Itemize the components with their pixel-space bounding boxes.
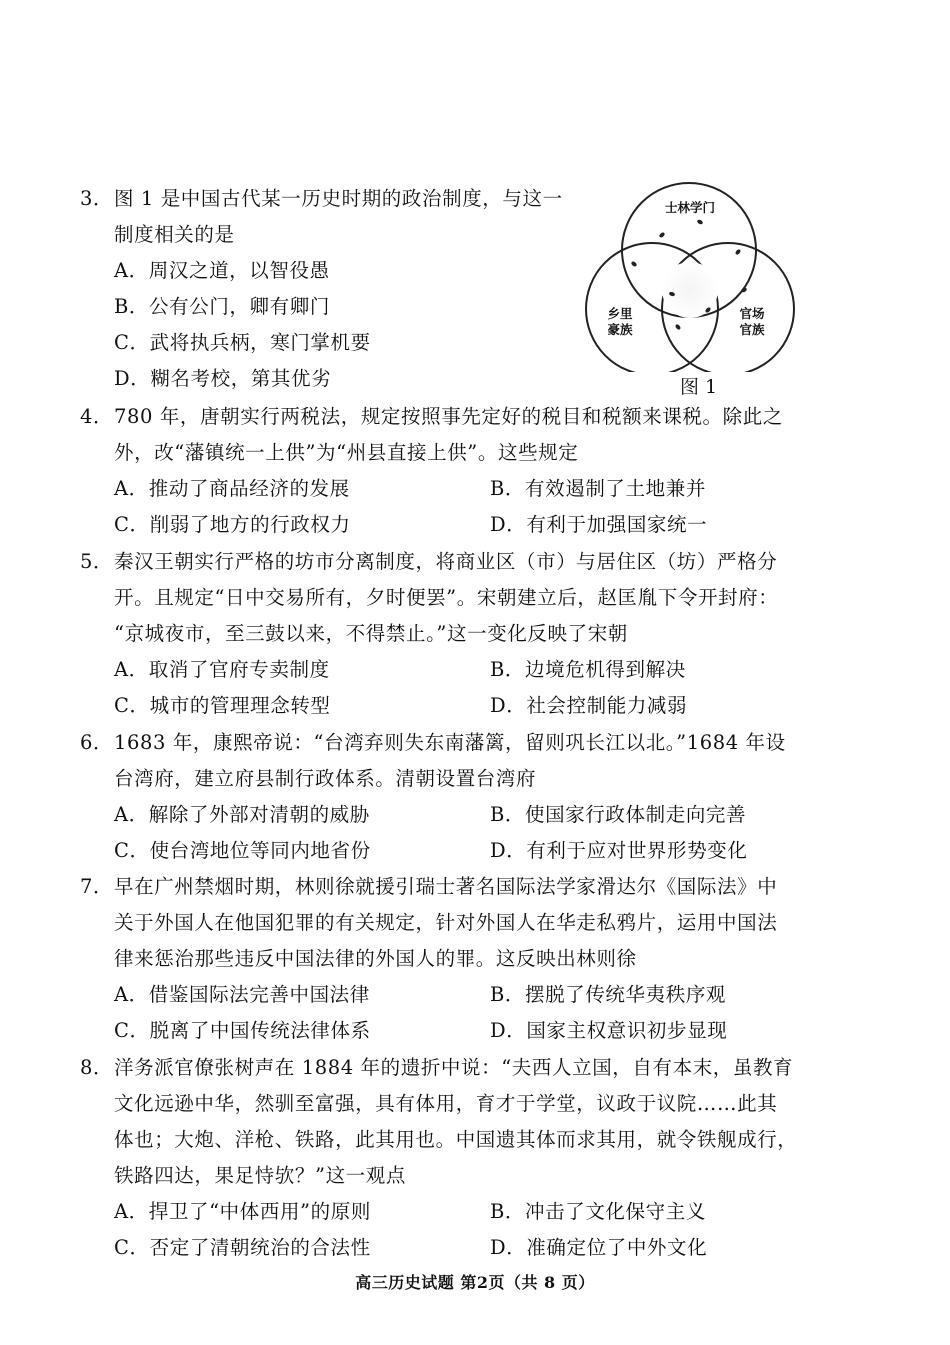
- q7-option-c: C．脱离了中国传统法律体系: [114, 1019, 371, 1042]
- q7-number: 7．: [80, 875, 114, 898]
- q6-number: 6．: [80, 731, 114, 754]
- q3-stem-line1: 3．图 1 是中国古代某一历史时期的政治制度，与这一: [80, 185, 563, 213]
- q3-option-b: B．公有公门，卿有卿门: [114, 295, 330, 318]
- q6-option-c: C．使台湾地位等同内地省份: [114, 839, 371, 862]
- figure-caption: 图 1: [680, 376, 718, 398]
- label-official-clan-line2: 官族: [739, 322, 765, 337]
- q8-stem-line4: 铁路四达，果足恃欤？”这一观点: [114, 1164, 406, 1187]
- q7-option-d: D．国家主权意识初步显现: [490, 1019, 728, 1042]
- q4-option-d: D．有利于加强国家统一: [490, 513, 708, 536]
- q7-stem-line1: 7．早在广州禁烟时期，林则徐就援引瑞士著名国际法学家滑达尔《国际法》中: [80, 873, 777, 901]
- label-local-gentry-line1: 乡里: [607, 306, 633, 321]
- q5-stem-line2: 开。且规定“日中交易所有，夕时便罢”。宋朝建立后，赵匡胤下令开封府：: [114, 586, 779, 609]
- q8-option-d: D．准确定位了中外文化: [490, 1236, 708, 1259]
- q4-number: 4．: [80, 405, 114, 428]
- q5-option-a: A．取消了官府专卖制度: [114, 658, 330, 681]
- q7-stem-line3: 律来惩治那些违反中国法律的外国人的罪。这反映出林则徐: [114, 947, 637, 970]
- q4-stem-line1: 4．780 年，唐朝实行两税法，规定按照事先定好的税目和税额来课税。除此之: [80, 403, 783, 431]
- q8-option-b: B．冲击了文化保守主义: [490, 1200, 706, 1223]
- q7-option-a: A．借鉴国际法完善中国法律: [114, 983, 370, 1006]
- q7-stem-line2: 关于外国人在他国犯罪的有关规定，针对外国人在华走私鸦片，运用中国法: [114, 911, 778, 934]
- q4-option-c: C．削弱了地方的行政权力: [114, 513, 351, 536]
- q6-option-b: B．使国家行政体制走向完善: [490, 803, 747, 826]
- q3-option-c: C．武将执兵柄，寒门掌机要: [114, 331, 371, 354]
- q5-option-c: C．城市的管理理念转型: [114, 694, 331, 717]
- q5-option-d: D．社会控制能力减弱: [490, 694, 688, 717]
- label-scholar-circle: 士林学门: [664, 200, 715, 215]
- q5-stem-line3: “京城夜市，至三鼓以来，不得禁止。”这一变化反映了宋朝: [114, 622, 628, 645]
- q7-option-b: B．摆脱了传统华夷秩序观: [490, 983, 727, 1006]
- q5-option-b: B．边境危机得到解决: [490, 658, 686, 681]
- q8-option-c: C．否定了清朝统治的合法性: [114, 1236, 371, 1259]
- q4-stem-line2: 外，改“藩镇统一上供”为“州县直接上供”。这些规定: [114, 441, 579, 464]
- q8-stem-line2: 文化远逊中华，然驯至富强，具有体用，育才于学堂，议政于议院……此其: [114, 1092, 778, 1115]
- label-local-gentry-line2: 豪族: [607, 322, 633, 337]
- label-official-clan-line1: 官场: [739, 306, 765, 321]
- q3-number: 3．: [80, 187, 114, 210]
- page-footer: 高三历史试题 第2页（共 8 页）: [355, 1273, 595, 1292]
- q5-number: 5．: [80, 550, 114, 573]
- figure-1-venn-diagram: [580, 182, 800, 397]
- q4-option-a: A．推动了商品经济的发展: [114, 477, 350, 500]
- q6-stem-line2: 台湾府，建立府县制行政体系。清朝设置台湾府: [114, 767, 537, 790]
- q4-option-b: B．有效遏制了土地兼并: [490, 477, 706, 500]
- q3-option-d: D．糊名考校，第其优劣: [114, 367, 332, 390]
- q5-stem-line1: 5．秦汉王朝实行严格的坊市分离制度，将商业区（市）与居住区（坊）严格分: [80, 548, 777, 576]
- q6-stem-line1: 6．1683 年，康熙帝说：“台湾弃则失东南藩篱，留则巩长江以北。”1684 年设: [80, 729, 786, 757]
- q3-stem-line2: 制度相关的是: [114, 223, 235, 246]
- q8-stem-line1: 8．洋务派官僚张树声在 1884 年的遗折中说：“夫西人立国，自有本末，虽教育: [80, 1054, 793, 1082]
- q8-number: 8．: [80, 1056, 114, 1079]
- q3-option-a: A．周汉之道，以智役愚: [114, 259, 330, 282]
- q8-stem-line3: 体也；大炮、洋枪、铁路，此其用也。中国遗其体而求其用，就令铁舰成行，: [114, 1128, 798, 1151]
- q6-option-a: A．解除了外部对清朝的威胁: [114, 803, 370, 826]
- q8-option-a: A．捍卫了“中体西用”的原则: [114, 1200, 371, 1223]
- q6-option-d: D．有利于应对世界形势变化: [490, 839, 748, 862]
